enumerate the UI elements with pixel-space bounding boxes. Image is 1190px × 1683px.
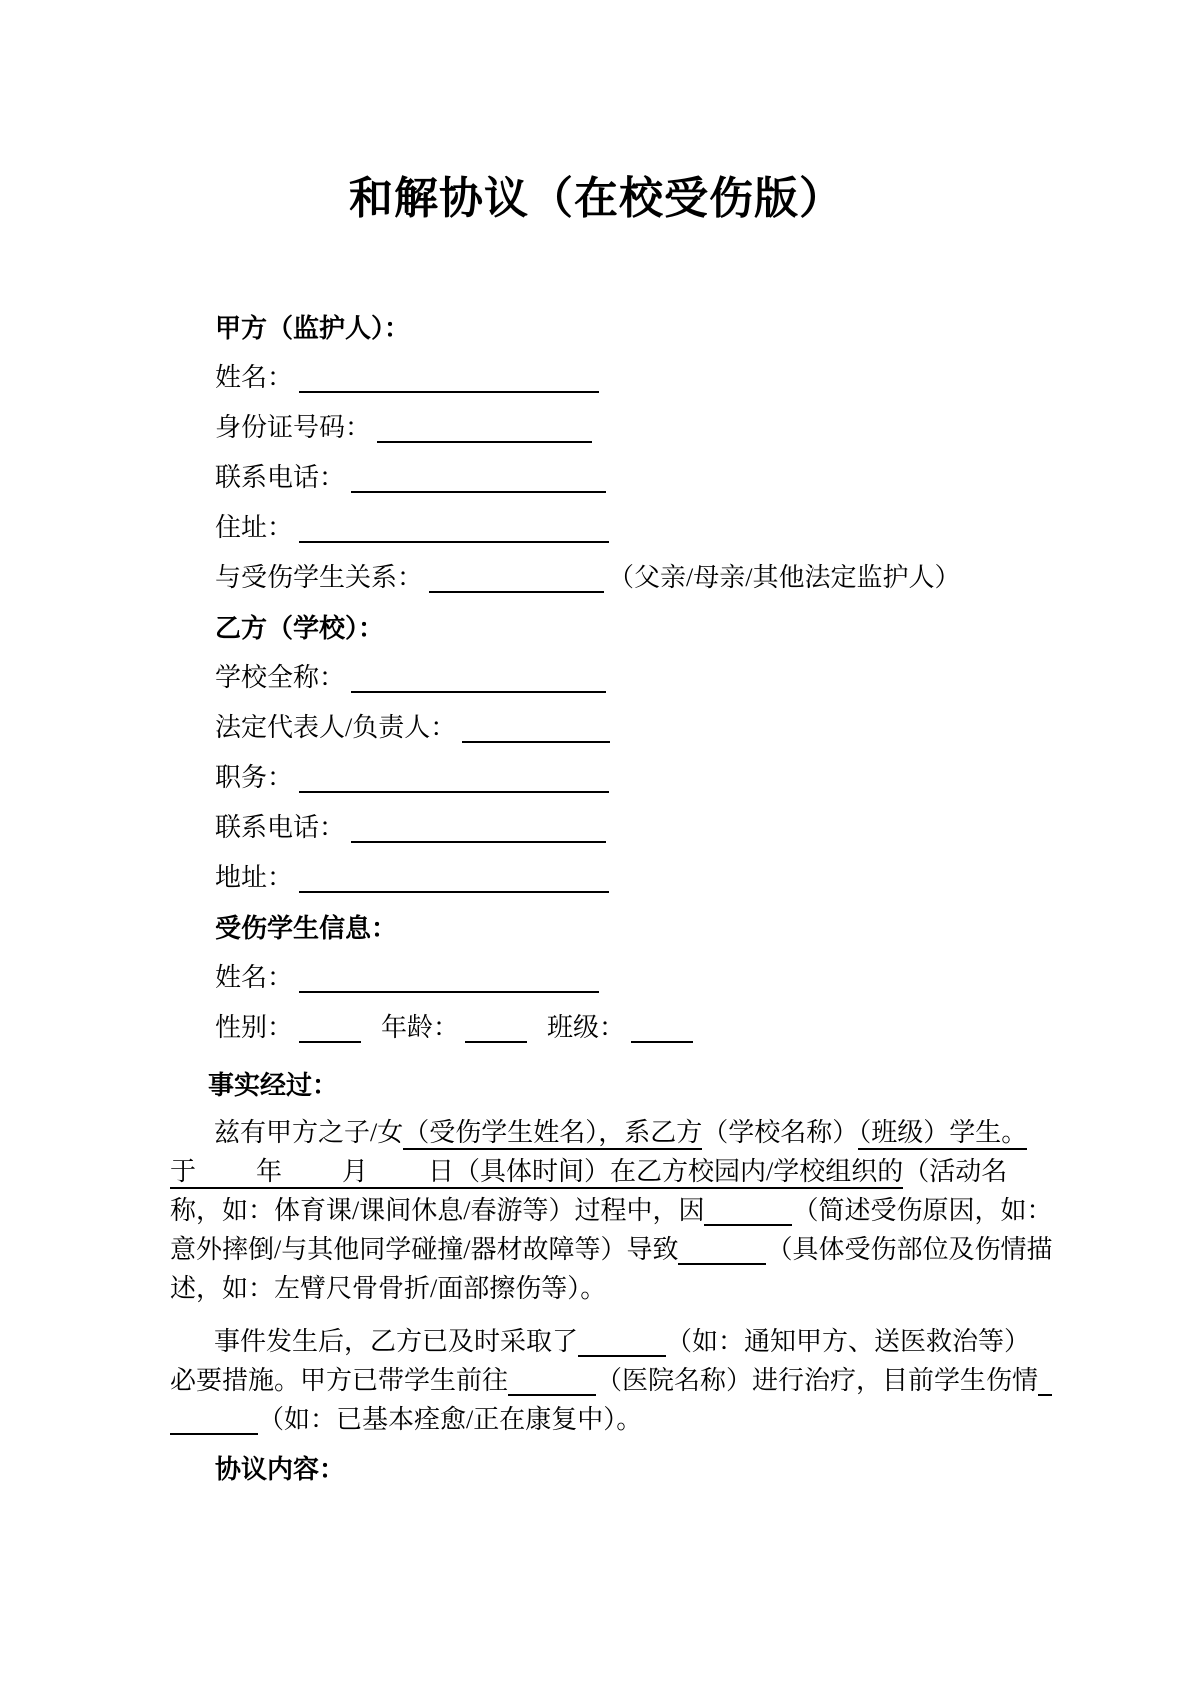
party-b-phone-label: 联系电话： — [215, 813, 346, 842]
facts-p1-line5 — [170, 1269, 1023, 1308]
party-b-rep-blank — [462, 717, 610, 743]
party-b-school-blank — [351, 667, 606, 693]
facts-p2-line2 — [170, 1361, 1039, 1400]
facts-p1-l2c: 月 — [342, 1157, 369, 1186]
party-a-relation-options: （父亲/母亲/其他法定监护人） — [608, 563, 961, 592]
facts-condition-blank-end — [170, 1409, 258, 1435]
student-class-blank — [631, 1017, 693, 1043]
student-heading: 受伤学生信息： — [215, 913, 398, 943]
party-a-name-label: 姓名： — [215, 363, 294, 392]
facts-p1-line2 — [170, 1152, 1023, 1191]
party-a-relation-label: 与受伤学生关系： — [215, 563, 424, 592]
facts-day-blank — [368, 1176, 428, 1180]
facts-p1-l2-underlined — [170, 1157, 903, 1189]
party-a-address-label: 住址： — [215, 513, 294, 542]
student-age-blank — [465, 1017, 527, 1043]
party-a-address-row — [170, 503, 1023, 553]
party-b-position-label: 职务： — [215, 763, 294, 792]
facts-p1-l5a: 述，如：左臂尺骨骨折/面部擦伤等）。 — [170, 1274, 607, 1303]
student-detail-row — [170, 1003, 1023, 1053]
facts-p2-l1a: 事件发生后，乙方已及时采取了 — [214, 1327, 579, 1356]
facts-condition-blank-start — [1038, 1370, 1052, 1396]
facts-p1-l1a: 兹有甲方之子/女 — [214, 1118, 404, 1147]
party-b-rep-row — [170, 703, 1023, 753]
facts-p2-line1 — [170, 1322, 1031, 1361]
party-b-address-blank — [299, 867, 609, 893]
party-b-heading: 乙方（学校）： — [215, 613, 385, 643]
facts-p1-l1b: （受伤学生姓名），系乙方 — [403, 1118, 702, 1150]
facts-p2-line3 — [170, 1400, 1023, 1439]
facts-p1-l4b: （具体受伤部位及伤情描 — [766, 1235, 1053, 1264]
party-b-phone-blank — [351, 817, 606, 843]
party-a-name-row — [170, 353, 1023, 403]
facts-paragraph-2 — [170, 1322, 1039, 1439]
agreement-heading: 协议内容： — [215, 1454, 346, 1484]
party-b-school-label: 学校全称： — [215, 663, 346, 692]
facts-p2-l2b: （医院名称）进行治疗，目前学生伤情 — [596, 1366, 1039, 1395]
facts-p1-l3b: （简述受伤原因，如： — [792, 1196, 1053, 1225]
party-b-rep-label: 法定代表人/负责人： — [215, 713, 457, 742]
student-gender-blank — [299, 1017, 361, 1043]
party-b-position-row — [170, 753, 1023, 803]
facts-year-blank — [196, 1176, 256, 1180]
facts-p1-l2b: 年 — [256, 1157, 283, 1186]
student-class-label: 班级： — [547, 1013, 626, 1042]
facts-p1-l3a: 称，如：体育课/课间休息/春游等）过程中，因 — [170, 1196, 705, 1225]
party-b-address-label: 地址： — [215, 863, 294, 892]
facts-p1-l4a: 意外摔倒/与其他同学碰撞/器材故障等）导致 — [170, 1235, 679, 1264]
document-title: 和解协议（在校受伤版） — [349, 174, 844, 223]
facts-p2-l3a: （如：已基本痊愈/正在康复中）。 — [258, 1405, 643, 1434]
facts-p1-l2a: 于 — [170, 1157, 197, 1186]
facts-p2-l2a: 必要措施。甲方已带学生前往 — [170, 1366, 509, 1395]
facts-p1-line1 — [170, 1113, 1028, 1152]
party-a-phone-row — [170, 453, 1023, 503]
party-a-phone-blank — [351, 467, 606, 493]
facts-cause-blank — [704, 1200, 792, 1226]
facts-injury-blank — [678, 1239, 766, 1265]
student-name-row — [170, 953, 1023, 1003]
party-a-relation-row — [170, 553, 1023, 603]
party-a-relation-blank — [429, 567, 604, 593]
facts-p1-line3 — [170, 1191, 1053, 1230]
party-a-heading: 甲方（监护人）： — [215, 313, 411, 343]
facts-measures-blank — [578, 1331, 666, 1357]
party-b-school-row — [170, 653, 1023, 703]
facts-p1-l2d: 日（具体时间）在乙方校园内/学校组织的 — [428, 1157, 904, 1186]
party-b-phone-row — [170, 803, 1023, 853]
facts-hospital-blank — [508, 1370, 596, 1396]
student-name-blank — [299, 967, 599, 993]
party-b-position-blank — [299, 767, 609, 793]
party-a-phone-label: 联系电话： — [215, 463, 346, 492]
party-a-id-blank — [377, 417, 592, 443]
facts-paragraph-1 — [170, 1113, 1053, 1308]
facts-month-blank — [282, 1176, 342, 1180]
facts-p2-l1b: （如：通知甲方、送医救治等） — [666, 1327, 1031, 1356]
party-a-id-row — [170, 403, 1023, 453]
facts-p1-l1c: （学校名称） — [702, 1118, 859, 1147]
facts-heading: 事实经过： — [208, 1070, 339, 1100]
facts-p1-l1d: （班级）学生。 — [858, 1118, 1027, 1150]
student-gender-label: 性别： — [215, 1013, 294, 1042]
student-age-label: 年龄： — [381, 1013, 460, 1042]
party-a-name-blank — [299, 367, 599, 393]
party-b-address-row — [170, 853, 1023, 903]
party-a-id-label: 身份证号码： — [215, 413, 372, 442]
student-name-label: 姓名： — [215, 963, 294, 992]
facts-p1-l2e: （活动名 — [903, 1157, 1008, 1186]
facts-p1-line4 — [170, 1230, 1053, 1269]
party-a-address-blank — [299, 517, 609, 543]
